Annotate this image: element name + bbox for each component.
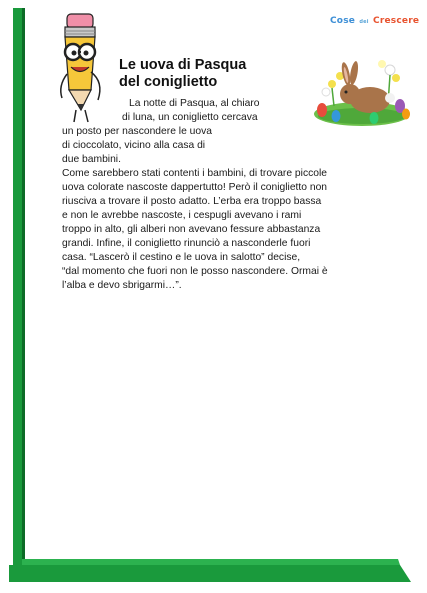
story-line: grandi. Infine, il coniglietto rinunciò a nasconderle fuori	[62, 238, 311, 249]
story-line: casa. “Lascerò il cestino e le uova in salotto” decise,	[62, 252, 301, 263]
story-line: Come sarebbero stati contenti i bambini, di trovare piccole	[62, 168, 327, 179]
story-line: di luna, un coniglietto cercava	[122, 112, 258, 123]
left-border-stripe	[13, 8, 23, 582]
story-body	[62, 97, 328, 293]
story-line: “dal momento che fuori non le posso nascondere. Ormai è	[62, 266, 328, 277]
story-line: riusciva a trovare il posto adatto. L’erba era troppo bassa	[62, 196, 322, 207]
story-line: uova colorate nascoste dappertutto! Però il coniglietto non	[62, 182, 328, 193]
story-line: un posto per nascondere le uova	[62, 126, 212, 137]
story-line: due bambini.	[62, 154, 121, 165]
title-line-2: del coniglietto	[119, 74, 218, 90]
story-line: La notte di Pasqua, al chiaro	[129, 98, 260, 109]
story-line: troppo in alto, gli alberi non avevano fessure abbastanza	[62, 224, 321, 235]
story-line: l’alba e devo sbrigarmi…”.	[62, 280, 182, 291]
site-logo[interactable]	[330, 16, 419, 26]
story-title	[119, 57, 246, 91]
title-line-1: Le uova di Pasqua	[119, 57, 247, 73]
left-border-shadow	[22, 8, 25, 572]
logo-word-3: Crescere	[373, 16, 420, 26]
story-line: di cioccolato, vicino alla casa di	[62, 140, 206, 151]
logo-word-1: Cose	[330, 16, 356, 26]
bottom-border-stripe	[9, 565, 411, 582]
story-line: e non le avrebbe nascoste, i cespugli avevano i rami	[62, 210, 302, 221]
bottom-border-highlight	[22, 559, 400, 565]
logo-word-2: dei	[359, 19, 369, 25]
